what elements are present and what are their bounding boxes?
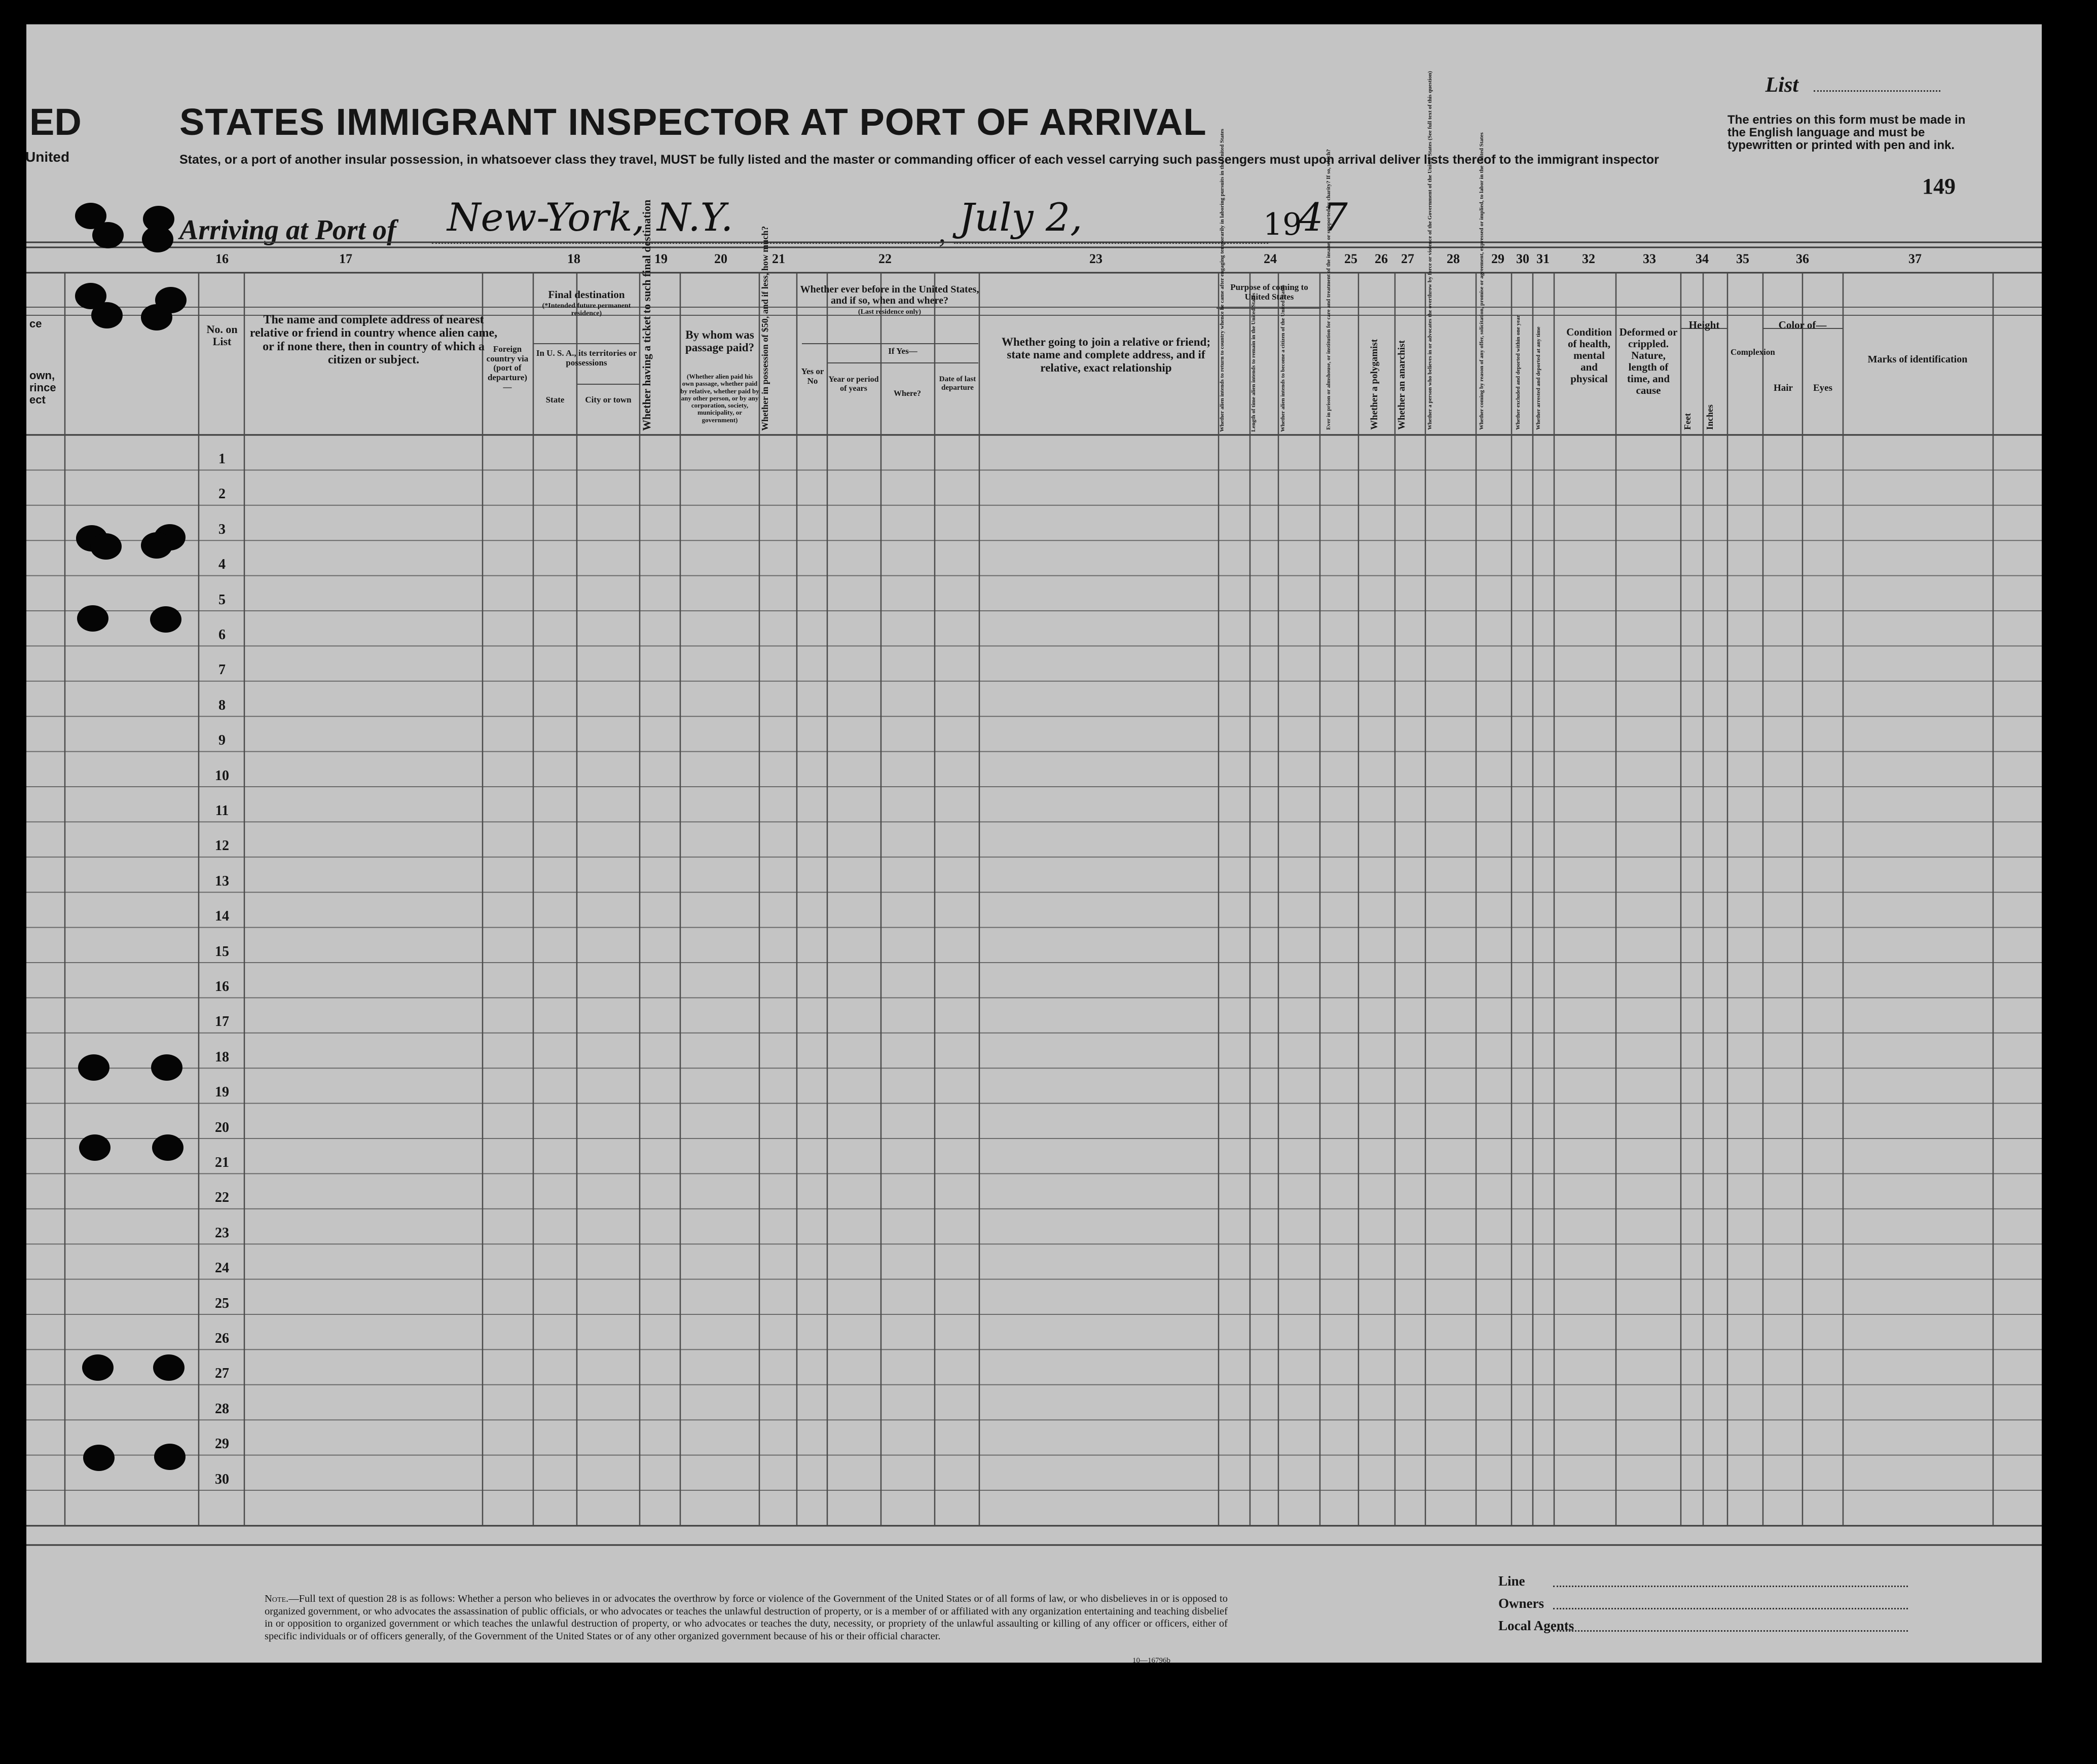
entries-note: The entries on this form must be made in the English language and must be typewritten or printed with pen and ink. [1727, 113, 1966, 153]
year-prefix: 19 [1263, 207, 1302, 242]
col-24-citizen: Whether alien intends to become a citizen of the United States [1280, 284, 1286, 432]
col-22-if-yes: If Yes— [888, 346, 917, 356]
row-number: 20 [215, 1119, 229, 1135]
port-handwritten: New-York, N.Y. [447, 195, 733, 240]
row-number: 26 [215, 1331, 229, 1346]
row-number: 17 [215, 1014, 229, 1030]
row-number: 7 [218, 662, 226, 678]
col-18-usa: In U. S. A., its territories or possessions [536, 348, 637, 368]
col-21-label: Whether in possession of $50, and if less, how much? [760, 226, 770, 431]
col-num-32: 32 [1582, 251, 1595, 266]
binder-hole [142, 226, 173, 252]
col-23-label: Whether going to join a relative or friend; state name and complete address, and if relative, exact relationship [1001, 336, 1211, 374]
col-num-27: 27 [1401, 251, 1414, 266]
owners-field [1553, 1608, 1908, 1609]
binder-hole [90, 533, 122, 560]
local-agents-field [1553, 1630, 1908, 1632]
binder-hole [150, 606, 181, 633]
binder-hole [91, 302, 123, 328]
col-num-21: 21 [772, 251, 785, 266]
form-title: STATES IMMIGRANT INSPECTOR AT PORT OF ARRIVAL [179, 101, 1207, 143]
row-number: 12 [215, 838, 229, 854]
col-num-34: 34 [1696, 251, 1709, 266]
table-ruling [26, 24, 2042, 1663]
left-fragment-3: rince [29, 381, 56, 394]
col-num-19: 19 [654, 251, 668, 266]
col-22-yes-no: Yes or No [801, 366, 824, 386]
row-number: 15 [215, 943, 229, 960]
col-num-31: 31 [1536, 251, 1550, 266]
col-20-sublabel: (Whether alien paid his own passage, whether paid by relative, whether paid by any other person, or by any corporation, society, municipality, or government) [680, 373, 759, 424]
col-25-label: Ever in prison or almshouse, or institution for care and treatment of the insane, or supported by charity? If so, which? [1326, 149, 1332, 430]
row-number: 9 [218, 732, 226, 749]
binder-hole [151, 1054, 182, 1081]
row-number: 11 [215, 803, 229, 819]
left-fragment-4: ect [29, 393, 46, 406]
col-num-33: 33 [1643, 251, 1656, 266]
col-34-feet: Feet [1682, 413, 1693, 430]
col-27-label: Whether an anarchist [1396, 340, 1407, 430]
col-32-label: Condition of health, mental and physical [1566, 326, 1612, 385]
col-18-state: State [545, 395, 565, 405]
left-fragment-1: ce [29, 317, 42, 330]
row-number: 16 [215, 979, 229, 995]
row-number: 10 [215, 767, 229, 784]
row-number: 29 [215, 1436, 229, 1452]
form-number: 10—16796b [1132, 1657, 1170, 1665]
col-34-label: Height [1688, 319, 1720, 331]
binder-hole [77, 605, 108, 632]
binder-hole [92, 222, 124, 248]
col-20-label: By whom was passage paid? [685, 328, 755, 354]
row-number: 28 [215, 1401, 229, 1417]
date-handwritten: July 2, [959, 195, 1083, 240]
binder-hole [141, 532, 172, 559]
col-36-hair: Hair [1774, 383, 1793, 393]
row-number: 14 [215, 908, 229, 925]
row-number: 8 [218, 697, 226, 713]
col-num-30: 30 [1516, 251, 1529, 266]
row-number: 21 [215, 1155, 229, 1170]
row-number: 13 [215, 873, 229, 889]
col-18-foreign: Foreign country via (port of departure)— [486, 344, 529, 392]
col-29-label: Whether coming by reason of any offer, solicitation, promise or agreement, expressed or implied, to labor in the United States [1479, 132, 1485, 430]
row-number: 5 [218, 592, 226, 608]
binder-hole [82, 1354, 114, 1381]
row-number: 18 [215, 1049, 229, 1065]
row-number: 19 [215, 1084, 229, 1100]
year-handwritten: 47 [1299, 195, 1348, 240]
line-label: Line [1498, 1573, 1525, 1589]
manifest-sheet [26, 24, 2042, 1663]
row-number: 2 [218, 486, 226, 502]
row-number: 3 [218, 521, 226, 537]
binder-hole [83, 1445, 115, 1471]
left-fragment-2: own, [29, 369, 55, 382]
col-num-22: 22 [878, 251, 892, 266]
row-number: 22 [215, 1190, 229, 1206]
col-37-label: Marks of identification [1867, 354, 1968, 365]
col-28-label: Whether a person who believes in or advocates the overthrow by force or violence of the Government of the United States (See full text of this question) [1427, 71, 1433, 430]
col-22-year: Year or period of years [828, 375, 879, 393]
note-text: —Full text of question 28 is as follows: Whether a person who believes in or advocates the overthrow by force or violence of the Government of the United States or of all forms of law, or who disbelieves in or is opposed to organized government, or who advocates the assassination of public officials, or who advocates or teaches the unlawful destruction of property, or is a member of or affiliated with any organization entertaining and teaching disbelief in or opposition to organized government or which teaches the unlawful destruction of property, or who advocates or teaches the duty, necessity, or propriety of the unlawful assaulting or killing of any officer or officers, either of specific individuals or of officers generally, of the Government of the United States or of any other organized government because of his or their official character. [265, 1593, 1228, 1642]
col-num-35: 35 [1736, 251, 1749, 266]
col-num-20: 20 [714, 251, 727, 266]
col-num-18: 18 [567, 251, 580, 266]
row-number: 27 [215, 1366, 229, 1382]
binder-hole [152, 1134, 183, 1161]
binder-hole [141, 304, 172, 330]
col-num-17: 17 [339, 251, 352, 266]
col-num-26: 26 [1375, 251, 1388, 266]
col-18-sublabel: (*Intended future permanent residence) [542, 302, 631, 318]
form-subtitle: States, or a port of another insular possession, in whatsoever class they travel, MUST be fully listed and the master or commanding officer of each vessel carrying such passengers must upon arrival deliver lists thereof to the immigrant inspector [179, 153, 1659, 167]
row-number: 1 [218, 451, 226, 467]
arriving-label: Arriving at Port of [179, 214, 396, 246]
col-16-label: No. on List [206, 323, 238, 348]
binder-hole [79, 1134, 111, 1161]
binder-hole [154, 1444, 186, 1470]
edge-subtitle-fragment: United [25, 149, 70, 165]
col-22-date: Date of last departure [939, 375, 976, 392]
col-33-label: Deformed or crippled. Nature, length of time, and cause [1619, 326, 1678, 397]
owners-label: Owners [1498, 1596, 1544, 1611]
col-num-16: 16 [215, 251, 229, 266]
col-num-37: 37 [1908, 251, 1922, 266]
question-28-note [265, 1593, 1228, 1642]
row-number: 24 [215, 1260, 229, 1276]
col-24-length: Length of time alien intends to remain in the United States [1250, 292, 1257, 432]
col-24-return: Whether alien intends to return to country whence he came after engaging temporarily in laboring pursuits in the United States [1219, 129, 1225, 432]
col-22-sublabel: (Last residence only) [858, 308, 922, 316]
list-label: List [1765, 74, 1798, 97]
col-num-23: 23 [1089, 251, 1102, 266]
col-22-where: Where? [894, 389, 921, 398]
col-num-29: 29 [1491, 251, 1504, 266]
col-num-25: 25 [1344, 251, 1357, 266]
binder-hole [78, 1054, 109, 1081]
col-num-24: 24 [1264, 251, 1277, 266]
col-24-label: Purpose of coming to United States [1230, 282, 1308, 302]
col-36-label: Color of— [1778, 319, 1827, 331]
col-17-label: The name and complete address of nearest relative or friend in country whence alien came, or if none there, then in country of which a citizen or subject. [249, 313, 498, 367]
col-18-city: City or town [585, 395, 632, 405]
row-number: 25 [215, 1295, 229, 1311]
col-30-label: Whether excluded and deported within one year [1515, 315, 1521, 430]
col-26-label: Whether a polygamist [1369, 339, 1380, 430]
row-number: 23 [215, 1225, 229, 1241]
col-18-label: Final destination [548, 288, 625, 301]
line-field [1553, 1586, 1908, 1587]
edge-title-fragment: ED [29, 101, 82, 143]
note-lead: Note. [265, 1593, 289, 1604]
col-num-36: 36 [1796, 251, 1809, 266]
col-22-label: Whether ever before in the United States, and if so, when and where? [800, 284, 979, 306]
row-number: 30 [215, 1471, 229, 1487]
local-agents-label: Local Agents [1498, 1618, 1574, 1633]
col-31-label: Whether arrested and deported at any time [1535, 326, 1541, 430]
comma: , [939, 217, 946, 249]
row-number: 4 [218, 557, 226, 573]
col-34-inches: Inches [1705, 404, 1715, 430]
row-number: 6 [218, 627, 226, 643]
col-35-label: Complexion [1731, 347, 1775, 357]
col-num-28: 28 [1447, 251, 1460, 266]
col-36-eyes: Eyes [1813, 383, 1832, 393]
page-number: 149 [1922, 174, 1956, 199]
binder-hole [153, 1354, 185, 1381]
col-19-label: Whether having a ticket to such final destination [640, 199, 653, 431]
